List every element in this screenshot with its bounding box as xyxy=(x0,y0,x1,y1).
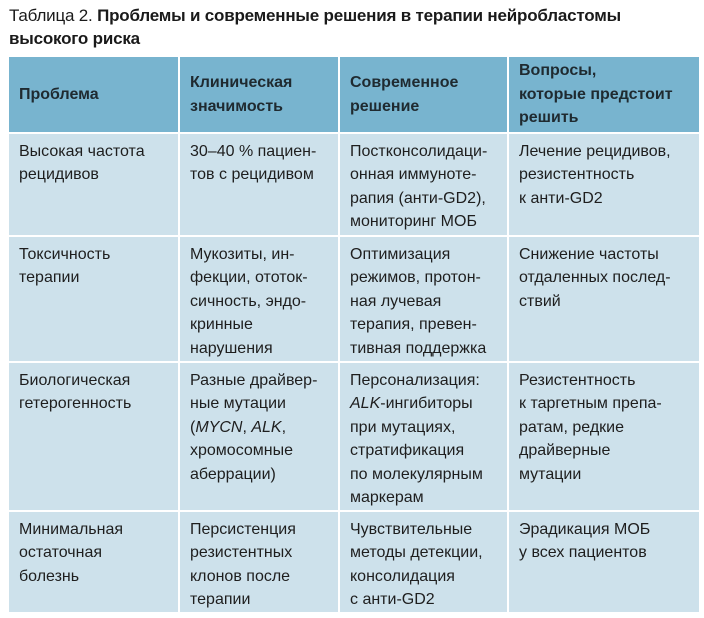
cell-questions: Лечение рецидивов, резистентность к анти-GD2 xyxy=(508,133,699,236)
table-row xyxy=(9,236,699,362)
gene-alk: ALK xyxy=(251,418,282,436)
table-row xyxy=(9,133,699,236)
header-solution: Современное решение xyxy=(339,57,508,133)
header-row xyxy=(9,57,699,133)
cell-solution: Постконсолидаци- онная иммуноте- рапия (анти-GD2), мониторинг МОБ xyxy=(339,133,508,236)
cell-problem: Токсичность терапии xyxy=(9,236,179,362)
caption-title: Проблемы и современные решения в терапии нейробластомы xyxy=(97,6,621,25)
cell-problem: Биологическая гетерогенность xyxy=(9,362,179,511)
cell-problem: Минимальная остаточная болезнь xyxy=(9,511,179,612)
gene-mycn: MYCN xyxy=(195,418,243,436)
caption-lead: Таблица 2. xyxy=(9,6,98,25)
caption-title-cont: высокого риска xyxy=(9,29,140,48)
cell-problem: Высокая частота рецидивов xyxy=(9,133,179,236)
header-significance: Клиническая значимость xyxy=(179,57,339,133)
table-row xyxy=(9,511,699,612)
header-questions: Вопросы, которые предстоит решить xyxy=(508,57,699,133)
problems-solutions-table xyxy=(9,57,699,612)
header-problem: Проблема xyxy=(9,57,179,133)
table-caption xyxy=(9,4,699,50)
cell-solution: Персонализация: ALK-ингибиторы при мутациях, стратификация по молекулярным маркерам xyxy=(339,362,508,511)
cell-significance: Персистенция резистентных клонов после терапии xyxy=(179,511,339,612)
cell-solution: Чувствительные методы детекции, консолидация с анти-GD2 xyxy=(339,511,508,612)
cell-solution: Оптимизация режимов, протон- ная лучевая терапия, превен- тивная поддержка xyxy=(339,236,508,362)
cell-significance: 30–40 % пациен- тов с рецидивом xyxy=(179,133,339,236)
cell-questions: Эрадикация МОБ у всех пациентов xyxy=(508,511,699,612)
cell-significance: Мукозиты, ин- фекции, ототок- сичность, эндо- кринные нарушения xyxy=(179,236,339,362)
cell-questions: Резистентность к таргетным препа- ратам, редкие драйверные мутации xyxy=(508,362,699,511)
table-row xyxy=(9,362,699,511)
cell-questions: Снижение частоты отдаленных послед- ствий xyxy=(508,236,699,362)
cell-significance: Разные драйвер- ные мутации (MYCN, ALK, хромосомные аберрации) xyxy=(179,362,339,511)
gene-alk: ALK xyxy=(350,395,381,413)
